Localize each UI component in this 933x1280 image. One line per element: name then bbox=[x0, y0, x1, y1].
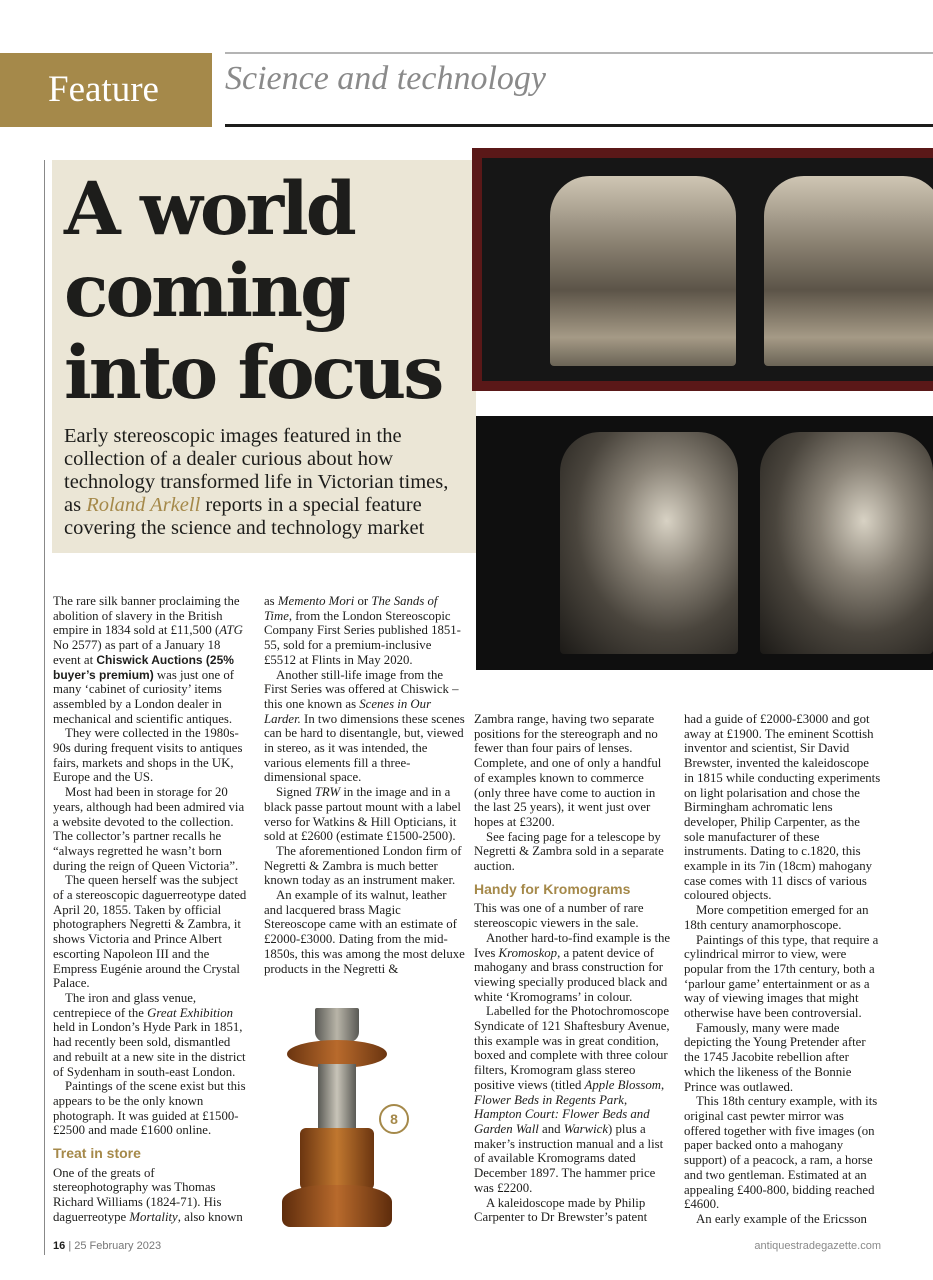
issue-date: 25 February 2023 bbox=[74, 1240, 162, 1252]
body-column-2 bbox=[264, 594, 465, 976]
paragraph: Famously, many were made depicting the Young Pretender after the 1745 Jacobite rebellion after which the likeness of the Bonnie Prince was outlawed. bbox=[684, 1020, 866, 1094]
headline-line-1: A world bbox=[64, 166, 354, 252]
stereograph-larder-photo bbox=[476, 416, 933, 670]
paragraph: An example of its walnut, leather and lacquered brass Magic Stereoscope came with an estimate of £2000-£3000. Dating from the mid-1850s, this was among the most deluxe products in the Negretti & bbox=[264, 888, 465, 976]
section-rule-bottom bbox=[225, 124, 933, 127]
paragraph: Another hard-to-find example is the Ives Kromoskop, a patent device of mahogany and brass construction for viewing specially produced black and white ‘Kromograms’ in colour. bbox=[474, 930, 671, 1004]
paragraph: had a guide of £2000-£3000 and got away at £1900. The eminent Scottish inventor and scientist, Sir David Brewster, invented the kaleidoscope in 1815 while conducting experiments on light polarisation and chose the Birmingham achromatic lens developer, Philip Carpenter, as the sole manufacturer of these instruments. Dating to c.1820, this example in its 7in (18cm) mahogany case comes with 11 discs of various coloured objects. bbox=[684, 712, 881, 903]
paragraph: They were collected in the 1980s-90s during frequent visits to antiques fairs, markets and shops in the UK, Europe and the US. bbox=[53, 726, 243, 785]
paragraph: One of the greats of stereophotography was Thomas Richard Williams (1824-71). His daguerreotype Mortality, also known bbox=[53, 1165, 243, 1224]
stereoscope-stem bbox=[318, 1064, 356, 1130]
footer-website[interactable]: antiquestradegazette.com bbox=[754, 1240, 881, 1252]
body-column-3 bbox=[474, 712, 672, 1225]
body-column-4 bbox=[684, 712, 882, 1227]
paragraph: The queen herself was the subject of a stereoscopic daguerreotype dated April 20, 1855. Taken by official photographers Negretti & Zambra, it shows Victoria and Prince Albert escorting Napoleon III and the Empress Eugénie around the Crystal Palace. bbox=[53, 873, 247, 991]
feature-label: Feature bbox=[0, 53, 212, 127]
stereo-image-left bbox=[560, 432, 738, 654]
paragraph: The rare silk banner proclaiming the abolition of slavery in the British empire in 1834 sold at £11,500 (ATG No 2577) as part of a January 18 event at Chiswick Auctions (25% buyer’s premium) was just one of many ‘cabinet of curiosity’ items assembled by a London dealer in mechanical and scientific antiques. bbox=[53, 594, 243, 726]
stereoscope-base bbox=[282, 1185, 392, 1227]
paragraph: See facing page for a telescope by Negretti & Zambra sold in a separate auction. bbox=[474, 829, 664, 874]
paragraph: This was one of a number of rare stereoscopic viewers in the sale. bbox=[474, 901, 644, 931]
subheading-treat-in-store: Treat in store bbox=[53, 1145, 141, 1162]
paragraph: An early example of the Ericsson bbox=[696, 1211, 867, 1226]
author-name: Roland Arkell bbox=[86, 494, 201, 516]
body-column-1 bbox=[53, 594, 250, 1225]
paragraph: as Memento Mori or The Sands of Time, from the London Stereoscopic Company First Series published 1851-55, sold for a premium-inclusive £5512 at Flints in May 2020. bbox=[264, 594, 461, 667]
standfirst-text-end: reports in a special feature covering the science and technology market bbox=[64, 494, 425, 539]
footer-page-info bbox=[53, 1240, 161, 1252]
paragraph: Paintings of the scene exist but this appears to be the only known photograph. It was guided at £1500-£2500 and made £1600 online. bbox=[53, 1079, 246, 1138]
column-rule bbox=[44, 160, 45, 1255]
paragraph: A kaleidoscope made by Philip Carpenter to Dr Brewster’s patent bbox=[474, 1195, 648, 1225]
page-number: 16 bbox=[53, 1240, 66, 1252]
paragraph: Another still-life image from the First Series was offered at Chiswick – this one known as Scenes in Our Larder. In two dimensions these scenes can be hard to disentangle, but, viewed in stereo, as it was intended, the various elements fill a three-dimensional space. bbox=[264, 667, 465, 785]
paragraph: More competition emerged for an 18th century anamorphoscope. bbox=[684, 903, 869, 932]
section-title: Science and technology bbox=[225, 60, 546, 97]
paragraph: Labelled for the Photochromoscope Syndicate of 121 Shaftesbury Avenue, this example was in great condition, boxed and complete with three colour filters, Kromogram glass stereo positive views (titled Apple Blossom, Flower Beds in Regents Park, Hampton Court: Flower Beds and Garden Wall and Warwick) plus a maker’s instruction manual and a list of available Kromograms dated December 1897. The hammer price was £2200. bbox=[474, 1004, 670, 1195]
paragraph: Paintings of this type, that require a cylindrical mirror to view, were popular from the 17th century, both a ‘parlour game’ entertainment or as a way of viewing images that might otherwise have been controversial. bbox=[684, 932, 879, 1021]
stereoscope-column bbox=[300, 1128, 374, 1190]
paragraph: The aforementioned London firm of Negretti & Zambra is much better known today as an instrument maker. bbox=[264, 843, 462, 888]
stereograph-crystal-palace-photo bbox=[472, 148, 933, 391]
section-rule-top bbox=[225, 52, 933, 54]
standfirst bbox=[64, 425, 464, 540]
footer-separator: | bbox=[68, 1240, 72, 1252]
paragraph: Signed TRW in the image and in a black passe partout mount with a label verso for Watkins & Hill Opticians, it sold at £2600 (estimate £1500-2500). bbox=[264, 785, 461, 844]
stereo-image-right bbox=[764, 176, 933, 366]
standfirst-text: Early stereoscopic images featured in the collection of a dealer curious about how technology transformed life in Victorian times, as bbox=[64, 425, 449, 516]
paragraph: Most had been in storage for 20 years, although had been admired via a website devoted to the collection. The collector’s partner recalls he “always regretted he wasn’t born during the reign of Queen Victoria”. bbox=[53, 785, 245, 873]
subheading-handy-for-kromograms: Handy for Kromograms bbox=[474, 880, 631, 897]
paragraph: Zambra range, having two separate positions for the stereograph and no fewer than four pairs of lenses. Complete, and one of only a handful of examples known to commerce (only three have come to auction in the last 25 years), it went just over hopes at £3200. bbox=[474, 712, 662, 829]
paragraph: The iron and glass venue, centrepiece of the Great Exhibition held in London’s Hyde Park in 1851, had recently been sold, dismantled and rebuilt at a new site in the district of Sydenham in south-east London. bbox=[53, 990, 246, 1079]
headline-line-2: coming bbox=[64, 248, 349, 334]
paragraph: This 18th century example, with its original cast pewter mirror was offered together with five images (on paper backed onto a mahogany support) of a peacock, a ram, a horse and two gentleman. Estimated at an appealing £400-800, bidding reached £4600. bbox=[684, 1094, 878, 1212]
stereograph-mount bbox=[482, 158, 933, 381]
stereo-image-right bbox=[760, 432, 933, 654]
headline bbox=[64, 168, 464, 414]
stereoscope-eyepiece bbox=[315, 1008, 359, 1042]
image-number-badge: 8 bbox=[379, 1104, 409, 1134]
headline-line-3: into focus bbox=[64, 330, 442, 416]
stereo-image-left bbox=[550, 176, 736, 366]
